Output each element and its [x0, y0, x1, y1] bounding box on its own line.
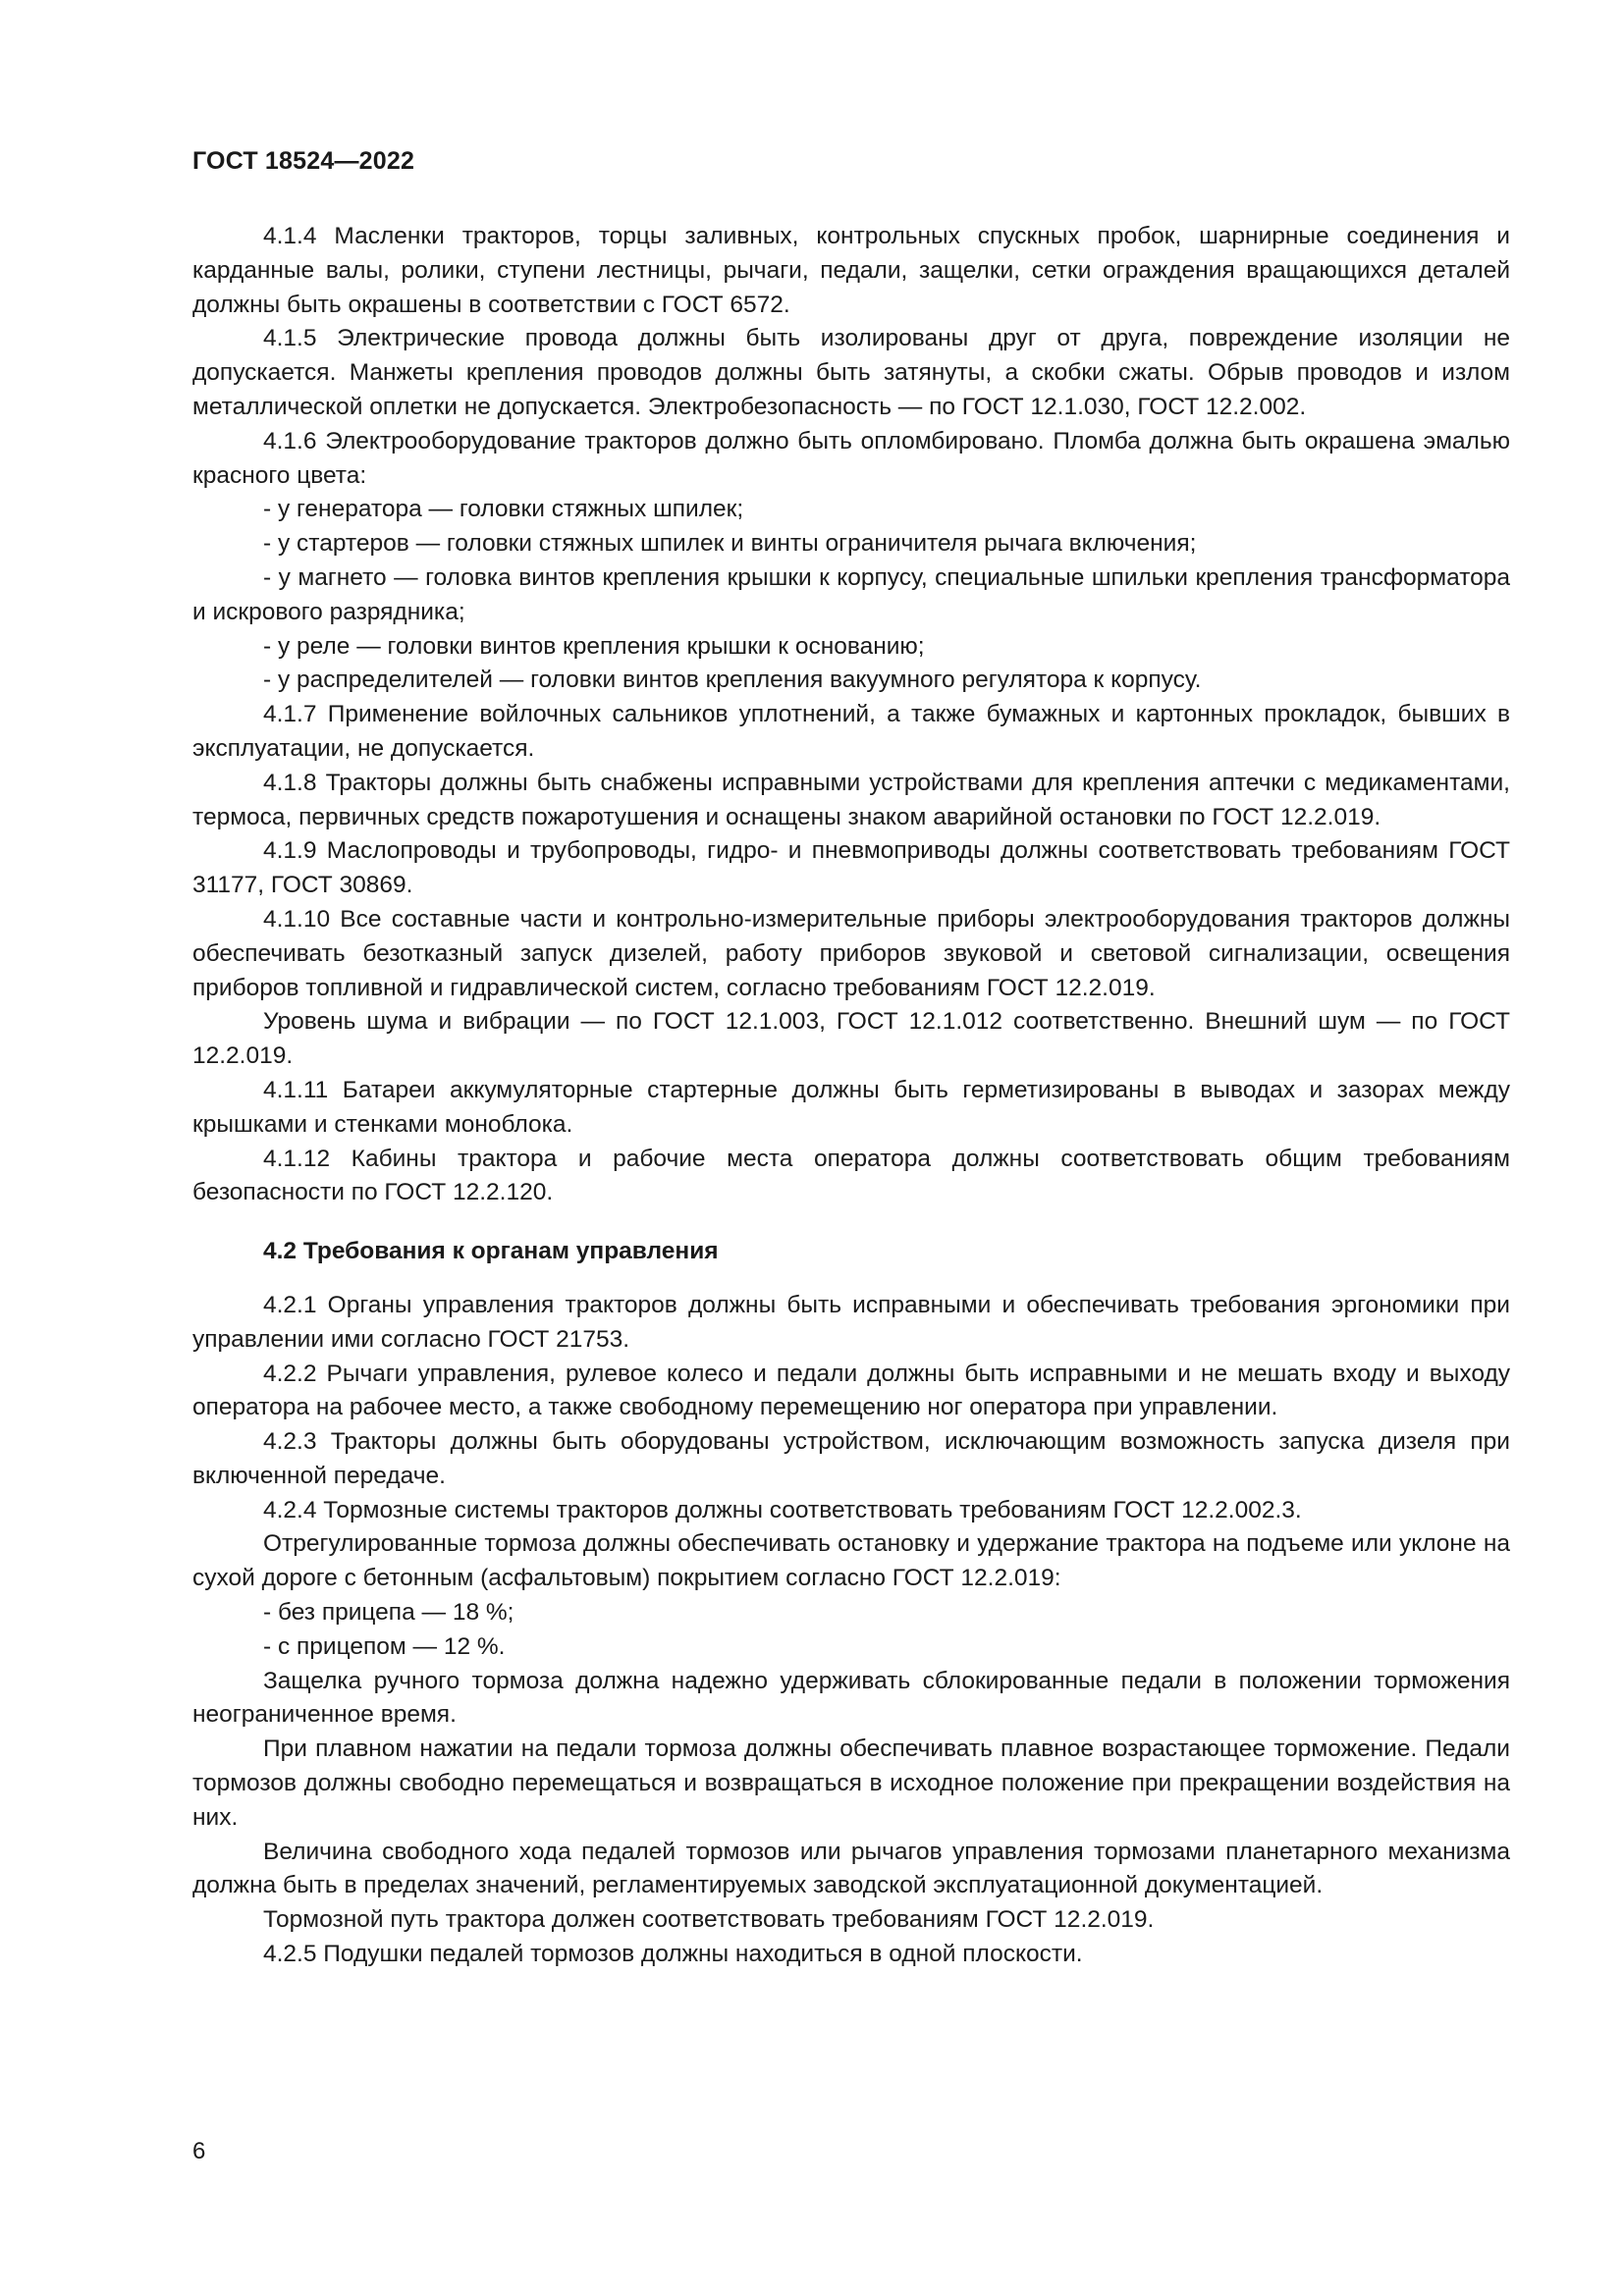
paragraph-4-1-11: 4.1.11 Батареи аккумуляторные стартерные должны быть герметизированы в выводах и зазорах между крышками и стенками моноблока.: [192, 1076, 1510, 1138]
section-heading-4-2: 4.2 Требования к органам управления: [263, 1238, 719, 1265]
page-number: 6: [192, 2138, 206, 2164]
paragraph-4-2-3: 4.2.3 Тракторы должны быть оборудованы устройством, исключающим возможность запуска дизеля при включенной передаче.: [192, 1428, 1510, 1489]
document-header: ГОСТ 18524—2022: [192, 147, 415, 175]
list-item-no-trailer: - без прицепа — 18 %;: [263, 1599, 514, 1627]
paragraph-braking-distance: Тормозной путь трактора должен соответствовать требованиям ГОСТ 12.2.019.: [263, 1906, 1155, 1934]
paragraph-4-2-2: 4.2.2 Рычаги управления, рулевое колесо и педали должны быть исправными и не мешать входу и выходу оператора на рабочее место, а также свободному перемещению ног оператора при управлении.: [192, 1360, 1510, 1421]
paragraph-brakes-adjusted: Отрегулированные тормоза должны обеспечивать остановку и удержание трактора на подъеме или уклоне на сухой дороге с бетонным (асфальтовым) покрытием согласно ГОСТ 12.2.019:: [192, 1530, 1510, 1592]
paragraph-4-1-7: 4.1.7 Применение войлочных сальников уплотнений, а также бумажных и картонных прокладок, бывших в эксплуатации, не допускается.: [192, 701, 1510, 762]
paragraph-4-2-1: 4.2.1 Органы управления тракторов должны быть исправными и обеспечивать требования эргономики при управлении ими согласно ГОСТ 21753.: [192, 1291, 1510, 1353]
list-item-starters: - у стартеров — головки стяжных шпилек и винты ограничителя рычага включения;: [263, 530, 1197, 558]
paragraph-smooth-braking: При плавном нажатии на педали тормоза должны обеспечивать плавное возрастающее торможение. Педали тормозов должны свободно перемещаться и возвращаться в исходное положение при прекращении воздействия на них.: [192, 1735, 1510, 1831]
list-item-magneto: - у магнето — головка винтов крепления крышки к корпусу, специальные шпильки крепления трансформатора и искрового разрядника;: [192, 563, 1510, 625]
paragraph-4-1-10: 4.1.10 Все составные части и контрольно-измерительные приборы электрооборудования тракторов должны обеспечивать безотказный запуск дизелей, работу приборов звуковой и световой сигнализации, освещения приборов топливной и гидравлической систем, согласно требованиям ГОСТ 12.2.019.: [192, 905, 1510, 1001]
list-item-distributors: - у распределителей — головки винтов крепления вакуумного регулятора к корпусу.: [263, 667, 1202, 694]
paragraph-4-2-4: 4.2.4 Тормозные системы тракторов должны соответствовать требованиям ГОСТ 12.2.002.3.: [263, 1496, 1302, 1523]
paragraph-free-travel: Величина свободного хода педалей тормозов или рычагов управления тормозами планетарного механизма должна быть в пределах значений, регламентируемых заводской эксплуатационной документацией.: [192, 1838, 1510, 1899]
paragraph-4-1-12: 4.1.12 Кабины трактора и рабочие места оператора должны соответствовать общим требованиям безопасности по ГОСТ 12.2.120.: [192, 1145, 1510, 1206]
paragraph-4-1-6: 4.1.6 Электрооборудование тракторов должно быть опломбировано. Пломба должна быть окрашена эмалью красного цвета:: [192, 427, 1510, 489]
list-item-relay: - у реле — головки винтов крепления крышки к основанию;: [263, 632, 925, 660]
paragraph-4-1-4: 4.1.4 Масленки тракторов, торцы заливных, контрольных спускных пробок, шарнирные соединения и карданные валы, ролики, ступени лестницы, рычаги, педали, защелки, сетки ограждения вращающихся деталей должны быть окрашены в соответствии с ГОСТ 6572.: [192, 223, 1510, 318]
list-item-generator: - у генератора — головки стяжных шпилек;: [263, 496, 744, 523]
paragraph-4-2-5: 4.2.5 Подушки педалей тормозов должны находиться в одной плоскости.: [263, 1941, 1083, 1968]
paragraph-handbrake: Защелка ручного тормоза должна надежно удерживать сблокированные педали в положении торможения неограниченное время.: [192, 1667, 1510, 1729]
paragraph-4-1-5: 4.1.5 Электрические провода должны быть изолированы друг от друга, повреждение изоляции не допускается. Манжеты крепления проводов должны быть затянуты, а скобки сжаты. Обрыв проводов и излом металлической оплетки не допускается. Электробезопасность — по ГОСТ 12.1.030, ГОСТ 12.2.002.: [192, 325, 1510, 420]
paragraph-4-1-8: 4.1.8 Тракторы должны быть снабжены исправными устройствами для крепления аптечки с медикаментами, термоса, первичных средств пожаротушения и оснащены знаком аварийной остановки по ГОСТ 12.2.019.: [192, 769, 1510, 830]
paragraph-4-1-9: 4.1.9 Маслопроводы и трубопроводы, гидро- и пневмоприводы должны соответствовать требованиям ГОСТ 31177, ГОСТ 30869.: [192, 837, 1510, 899]
document-body: [192, 220, 1510, 1972]
paragraph-noise: Уровень шума и вибрации — по ГОСТ 12.1.003, ГОСТ 12.1.012 соответственно. Внешний шум — по ГОСТ 12.2.019.: [192, 1008, 1510, 1070]
list-item-with-trailer: - с прицепом — 12 %.: [263, 1632, 506, 1660]
